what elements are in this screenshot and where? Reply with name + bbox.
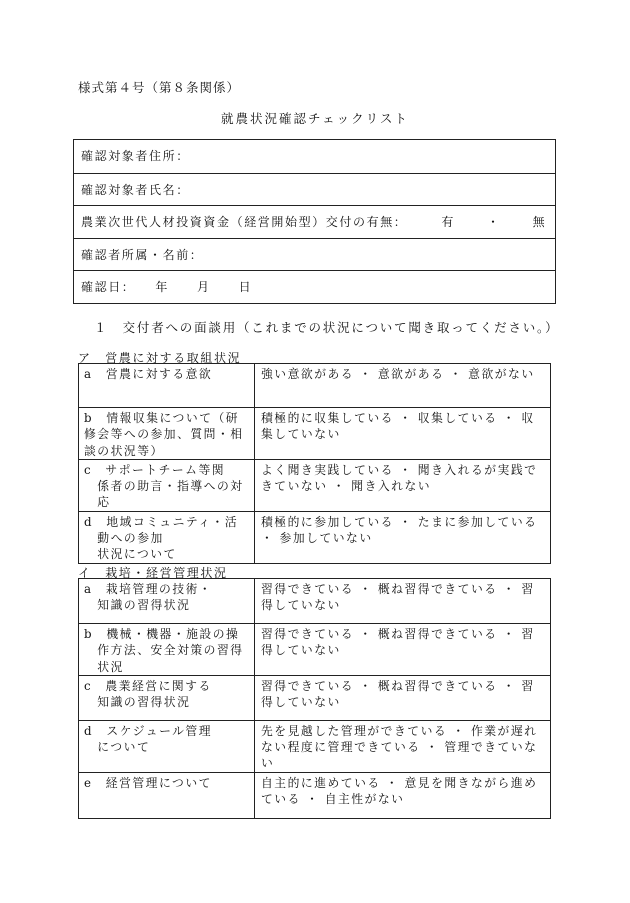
address-label: 確認対象者住所： [81, 149, 190, 163]
item-label: b 機械・機器・施設の操 作方法、安全対策の習得 状況 [79, 624, 255, 676]
table-row [79, 675, 551, 720]
group-a-table [78, 363, 551, 564]
table-row [79, 364, 551, 408]
page-title: 就農状況確認チェックリスト [221, 111, 409, 126]
table-row [79, 720, 551, 772]
fund-row [74, 205, 555, 238]
group-b-heading: イ 栽培・経営管理状況 [78, 566, 228, 580]
name-row [74, 173, 555, 206]
table-row [79, 579, 551, 624]
item-options: よく聞き実践している ・ 聞き入れるが実践できていない ・ 聞き入れない [255, 459, 551, 511]
item-label: d スケジュール管理 について [79, 720, 255, 772]
item-options: 積極的に参加している ・ たまに参加している ・ 参加していない [255, 511, 551, 563]
item-label: e 経営管理について [79, 772, 255, 818]
item-label: a 栽培管理の技術・ 知識の習得状況 [79, 579, 255, 624]
table-row [79, 511, 551, 563]
item-label: c サポートチーム等関 係者の助言・指導への対 応 [79, 459, 255, 511]
item-options: 習得できている ・ 概ね習得できている ・ 習得していない [255, 675, 551, 720]
item-options: 強い意欲がある ・ 意欲がある ・ 意欲がない [255, 364, 551, 408]
date-row [74, 270, 555, 303]
table-row [79, 459, 551, 511]
address-row [74, 140, 555, 173]
group-b-table [78, 578, 551, 819]
table-row [79, 624, 551, 676]
target-info-box [73, 139, 556, 304]
item-options: 自主的に進めている ・ 意見を聞きながら進めている ・ 自主性がない [255, 772, 551, 818]
item-options: 習得できている ・ 概ね習得できている ・ 習得していない [255, 624, 551, 676]
table-row [79, 408, 551, 460]
date-day: 日 [238, 280, 253, 295]
item-options: 習得できている ・ 概ね習得できている ・ 習得していない [255, 579, 551, 624]
item-options: 先を見越した管理ができている ・ 作業が遅れない程度に管理できている ・ 管理できていない [255, 720, 551, 772]
date-label: 確認日： [81, 280, 136, 295]
item-label: d 地域コミュニティ・活 動への参加 状況について [79, 511, 255, 563]
form-number: 様式第４号（第８条関係） [78, 80, 241, 95]
group-a-heading: ア 営農に対する取組状況 [78, 351, 242, 365]
fund-label: 農業次世代人材投資資金（経営開始型）交付の有無： [81, 215, 408, 230]
item-label: c 農業経営に関する 知識の習得状況 [79, 675, 255, 720]
date-year: 年 [155, 280, 170, 295]
fund-separator: ・ [487, 215, 501, 230]
item-label: b 情報収集について（研修会等への参加、質問・相談の状況等） [79, 408, 255, 460]
name-label: 確認対象者氏名： [81, 182, 190, 197]
fund-yes: 有 [441, 215, 456, 230]
item-options: 積極的に収集している ・ 収集している ・ 収集していない [255, 408, 551, 460]
section-heading: １ 交付者への面談用（これまでの状況について聞き取ってください。） [94, 320, 560, 335]
date-month: 月 [197, 280, 211, 295]
checker-label: 確認者所属・名前： [81, 247, 204, 262]
item-label: a 営農に対する意欲 [79, 364, 255, 408]
fund-no: 無 [532, 215, 547, 230]
table-row [79, 772, 551, 818]
checker-row [74, 238, 555, 271]
